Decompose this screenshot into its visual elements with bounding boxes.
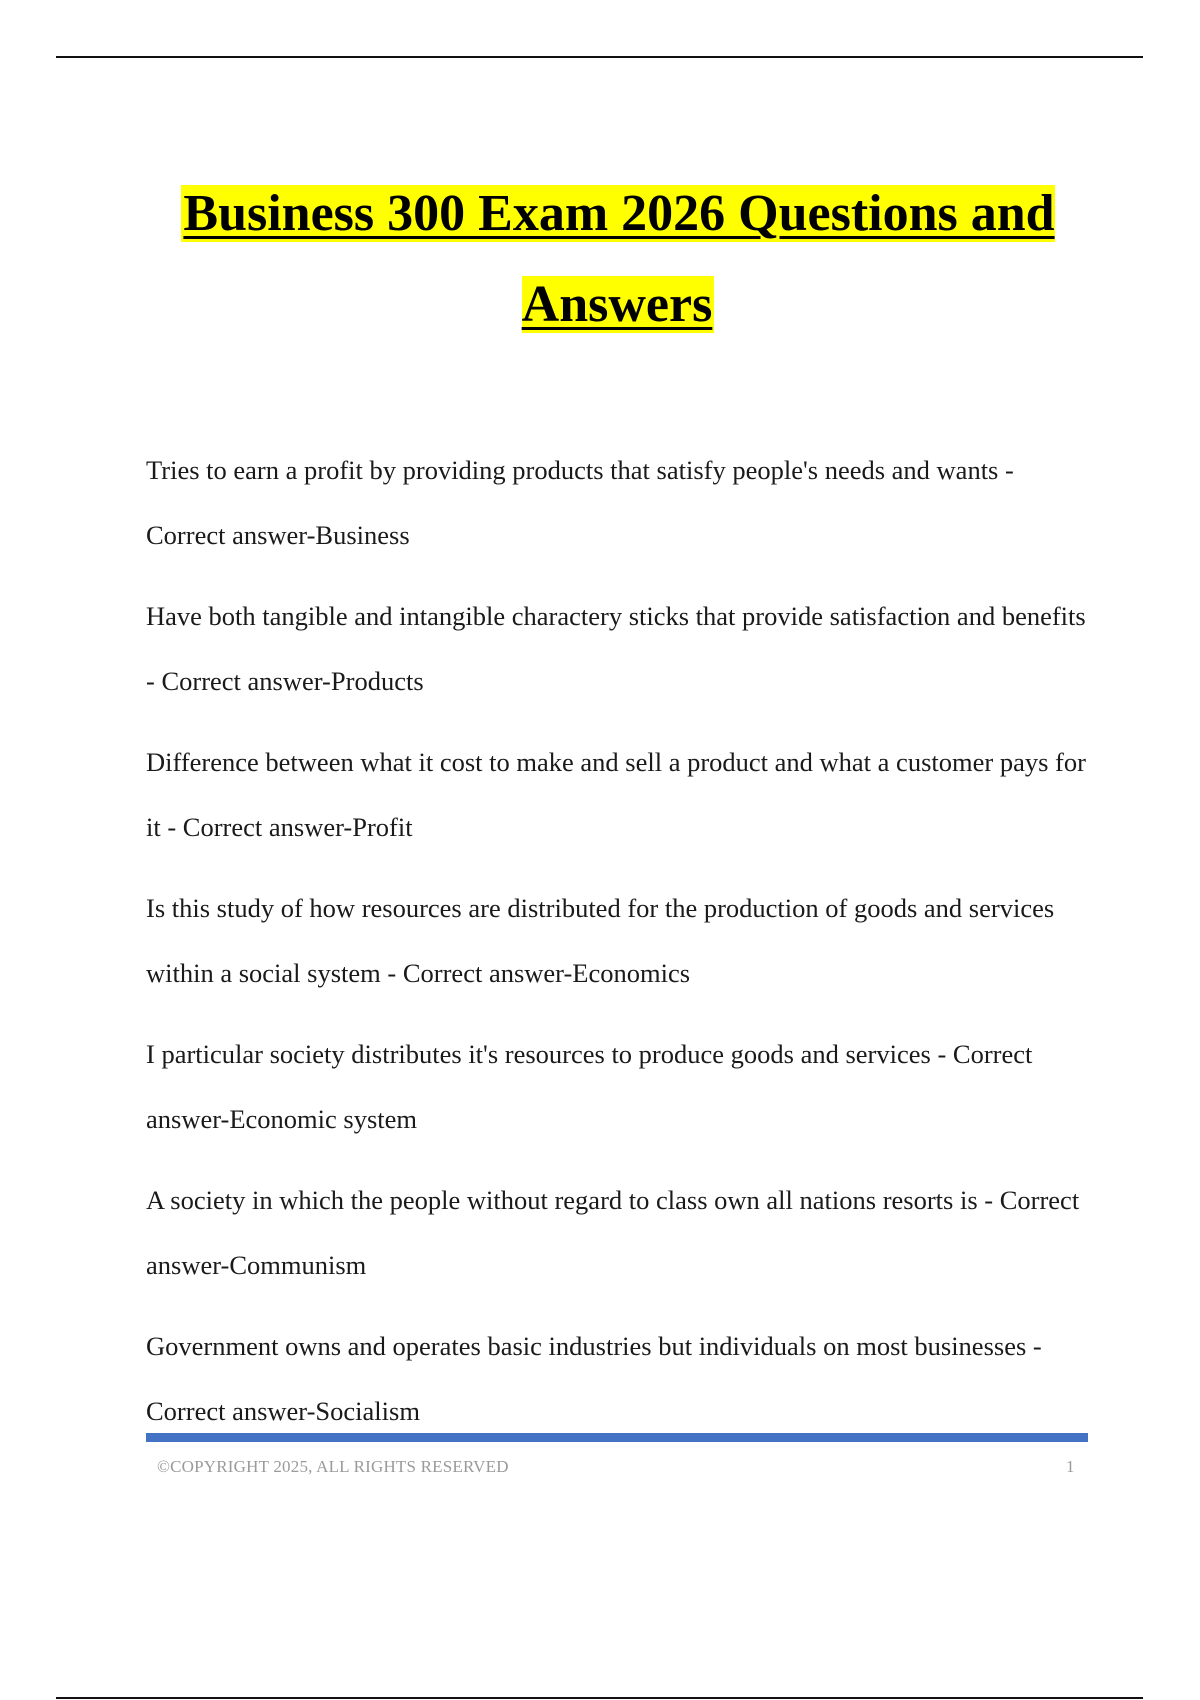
question-answer-list xyxy=(146,438,1086,1460)
qa-item: Is this study of how resources are distributed for the production of goods and services within a social system - Correct answer-Economics xyxy=(146,893,1055,988)
footer-copyright: ©COPYRIGHT 2025, ALL RIGHTS RESERVED xyxy=(157,1457,509,1476)
header-rule xyxy=(56,56,1143,58)
qa-item: Tries to earn a profit by providing products that satisfy people's needs and wants - Correct answer-Business xyxy=(146,455,1014,550)
qa-item: Government owns and operates basic industries but individuals on most businesses - Correct answer-Socialism xyxy=(146,1331,1042,1426)
document-title-text: Business 300 Exam 2026 Questions and Answers xyxy=(183,185,1055,333)
qa-item: I particular society distributes it's resources to produce goods and services - Correct answer-Economic system xyxy=(146,1039,1033,1134)
page-number: 1 xyxy=(1066,1457,1075,1476)
qa-item: Have both tangible and intangible charactery sticks that provide satisfaction and benefits - Correct answer-Products xyxy=(146,601,1086,696)
footer-rule xyxy=(56,1697,1143,1699)
qa-item: A society in which the people without regard to class own all nations resorts is - Correct answer-Communism xyxy=(146,1185,1080,1280)
footer-bar xyxy=(146,1433,1088,1442)
qa-item: Difference between what it cost to make and sell a product and what a customer pays for it - Correct answer-Profit xyxy=(146,747,1086,842)
document-title xyxy=(150,168,1086,350)
